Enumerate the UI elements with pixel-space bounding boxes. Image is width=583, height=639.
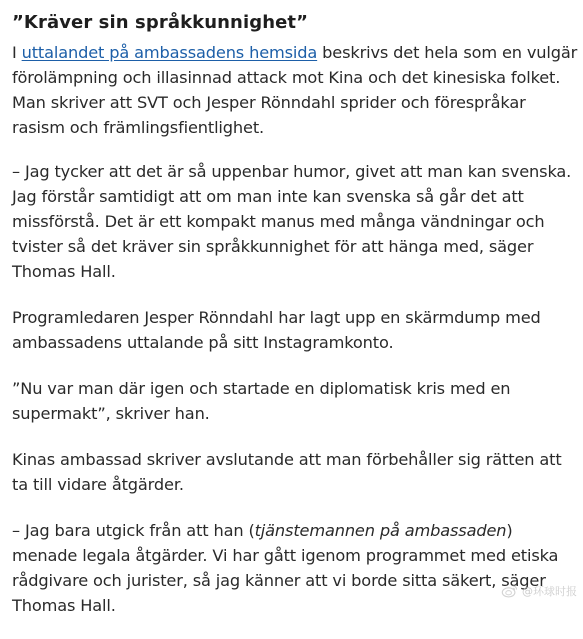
paragraph-text: ) menade legala åtgärder. Vi har gått igenom programmet med etiska rådgivare och jurister, så jag känner att vi borde sitta säkert, säger Thomas Hall. bbox=[12, 521, 559, 615]
article-body bbox=[12, 10, 578, 639]
section-heading: ”Kräver sin språkkunnighet” bbox=[12, 12, 309, 33]
embassy-statement-link[interactable]: uttalandet på ambassadens hemsida bbox=[21, 43, 318, 62]
paragraph-further-measures: Kinas ambassad skriver avslutande att man förbehåller sig rätten att ta till vidare åtgärder. bbox=[12, 450, 562, 494]
paragraph-quote-crisis: ”Nu var man där igen och startade en diplomatisk kris med en supermakt”, skriver han. bbox=[12, 379, 511, 423]
paragraph-instagram: Programledaren Jesper Rönndahl har lagt upp en skärmdump med ambassadens uttalande på sitt Instagramkonto. bbox=[12, 308, 541, 352]
paragraph-embassy-statement bbox=[12, 40, 578, 140]
italic-aside: tjänstemannen på ambassaden bbox=[254, 521, 507, 540]
weibo-logo-icon bbox=[501, 584, 519, 598]
paragraph-quote-humor: – Jag tycker att det är så uppenbar humor, givet att man kan svenska. Jag förstår samtidigt att om man inte kan svenska så går det att missförstå. Det är ett kompakt manus med många vändningar och tvister så det kräver sin språkkunnighet för att hänga med, säger Thomas Hall. bbox=[12, 162, 572, 281]
paragraph-text: – Jag bara utgick från att han ( bbox=[12, 521, 255, 540]
watermark bbox=[501, 583, 577, 599]
paragraph-text: I bbox=[12, 43, 22, 62]
watermark-text: @环球时报 bbox=[522, 585, 577, 598]
paragraph-quote-legal bbox=[12, 518, 578, 618]
paragraph-text: beskrivs det hela som en vulgär förolämpning och illasinnad attack mot Kina och det kinesiska folket. Man skriver att SVT och Jesper Rönndahl sprider och förespråkar rasism och främlingsfientlighet. bbox=[12, 43, 578, 137]
